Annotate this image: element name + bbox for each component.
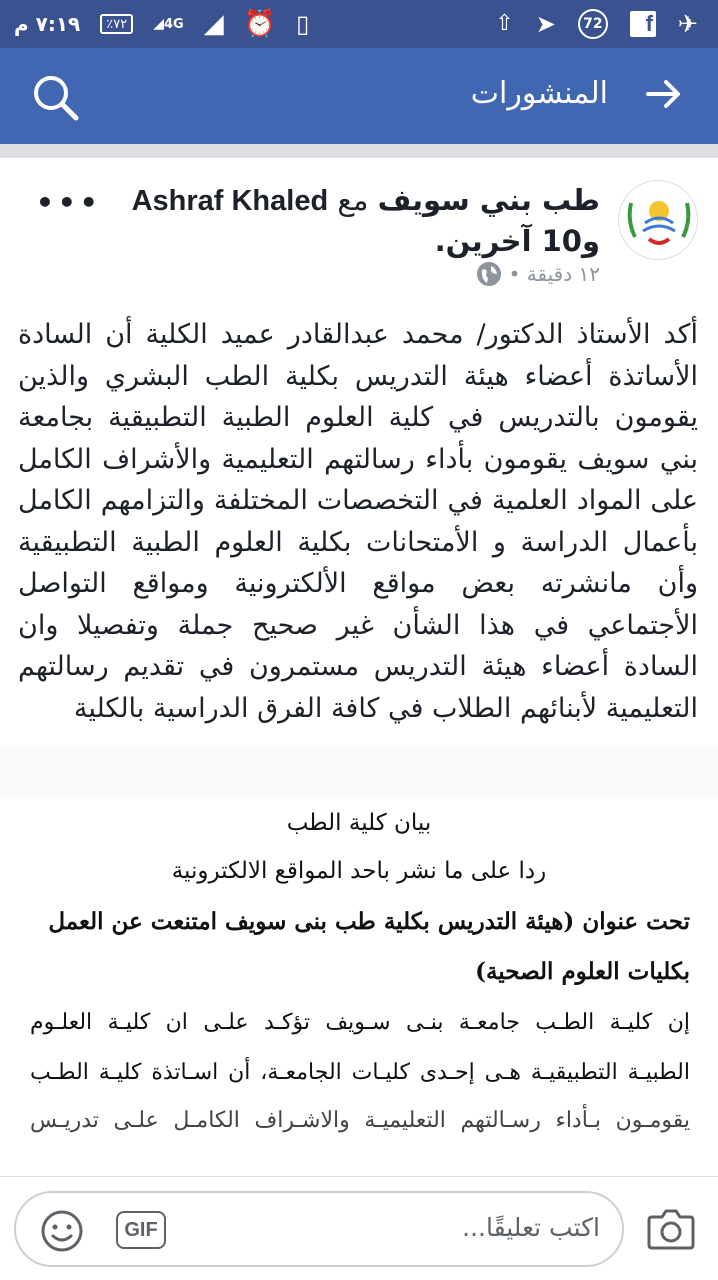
doc-title-line: بكليات العلوم الصحية) <box>475 958 690 985</box>
send-icon: ➤ <box>535 10 556 38</box>
post-time[interactable]: ١٢ دقيقة • <box>508 262 600 286</box>
post-text: أكد الأستاذ الدكتور/ محمد عبدالقادر عميد الكلية أن السادة الأساتذة أعضاء هيئة التدريس بكلية الطب البشري والذين يقومون بالتدريس في كلية العلوم الطبية التطبيقية بجامعة بني سويف يقومون بأداء رسالتهم التعليمية والأشراف الكامل على المواد العلمية في التخصصات المختلفة والتزامهم الكامل بأعمال الدراسة و الأمتحانات بكلية العلوم الطبية التطبيقية وأن مانشرته بعض مواقع الألكترونية ومواقع التواصل الأجتماعي في هذا الشأن غير صحيح جملة وتفصيلا وان السادة أعضاء هيئة التدريس مستمرون في تقديم رسالتهم التعليمية لأبنائهم الطلاب في كافة الفرق الدراسية بالكلية <box>18 319 698 724</box>
status-left <box>14 0 309 48</box>
battery-icon: ٪٧٢ <box>100 14 133 34</box>
doc-body-line: الطبيـة التطبيقيـة هـى إحـدى كليـات الجامعـة، أن اسـاتذة كليـة الطـب <box>30 1060 690 1085</box>
tagged-person[interactable]: Ashraf Khaled <box>131 185 329 217</box>
post-card <box>0 158 718 748</box>
comment-placeholder: اكتب تعليقًا... <box>462 1213 600 1242</box>
phone-icon: ▯ <box>296 10 310 38</box>
page-logo-icon <box>619 181 698 260</box>
globe-icon <box>477 262 501 286</box>
status-bar <box>0 0 718 48</box>
comment-bar <box>0 1176 718 1280</box>
comment-input[interactable] <box>14 1191 624 1267</box>
doc-body-line: إن كليـة الطـب جامعـة بنـى سـويف تؤكـد علـى ان كليـة العلـوم <box>30 1010 690 1035</box>
feed-separator <box>0 144 718 158</box>
upload-icon: ⇧ <box>495 11 514 36</box>
doc-body-line: يقومـون بـأداء رسـالتهم التعليميـة والاشـراف الكامـل علـى تدريـس <box>30 1108 690 1133</box>
signal-icon: ◢ <box>203 9 224 39</box>
twitter-icon: ✈ <box>677 10 698 38</box>
back-arrow-icon[interactable] <box>644 74 684 114</box>
status-right <box>495 0 698 48</box>
search-icon[interactable] <box>30 72 80 122</box>
avatar[interactable] <box>618 180 698 260</box>
post-meta <box>477 262 600 286</box>
signal-4g-icon: ◢4G <box>153 16 184 32</box>
emoji-icon[interactable] <box>40 1209 84 1253</box>
facebook-icon: f <box>630 11 656 37</box>
page-name[interactable]: طب بني سويف <box>377 183 600 217</box>
page-title: المنشورات <box>470 76 608 111</box>
doc-title-line: تحت عنوان (هيئة التدريس بكلية طب بنى سويف امتنعت عن العمل <box>48 908 690 935</box>
notification-badge-icon: 72 <box>578 9 608 39</box>
post-author-line[interactable] <box>100 180 600 261</box>
gif-button[interactable]: GIF <box>116 1211 166 1249</box>
camera-icon[interactable] <box>646 1205 696 1251</box>
app-header <box>0 48 718 144</box>
network-label: 4G <box>163 17 184 32</box>
others-link[interactable]: و10 آخرين. <box>434 224 600 258</box>
doc-heading: بيان كلية الطب <box>286 810 432 836</box>
alarm-icon: ⏰ <box>243 9 277 39</box>
more-options-icon[interactable]: ••• <box>36 186 102 219</box>
doc-subheading: ردا على ما نشر باحد المواقع الالكترونية <box>171 858 547 884</box>
status-time: ٧:١٩ م <box>14 12 81 36</box>
post-attachment-image[interactable] <box>0 748 718 1176</box>
with-word: مع <box>337 183 369 217</box>
